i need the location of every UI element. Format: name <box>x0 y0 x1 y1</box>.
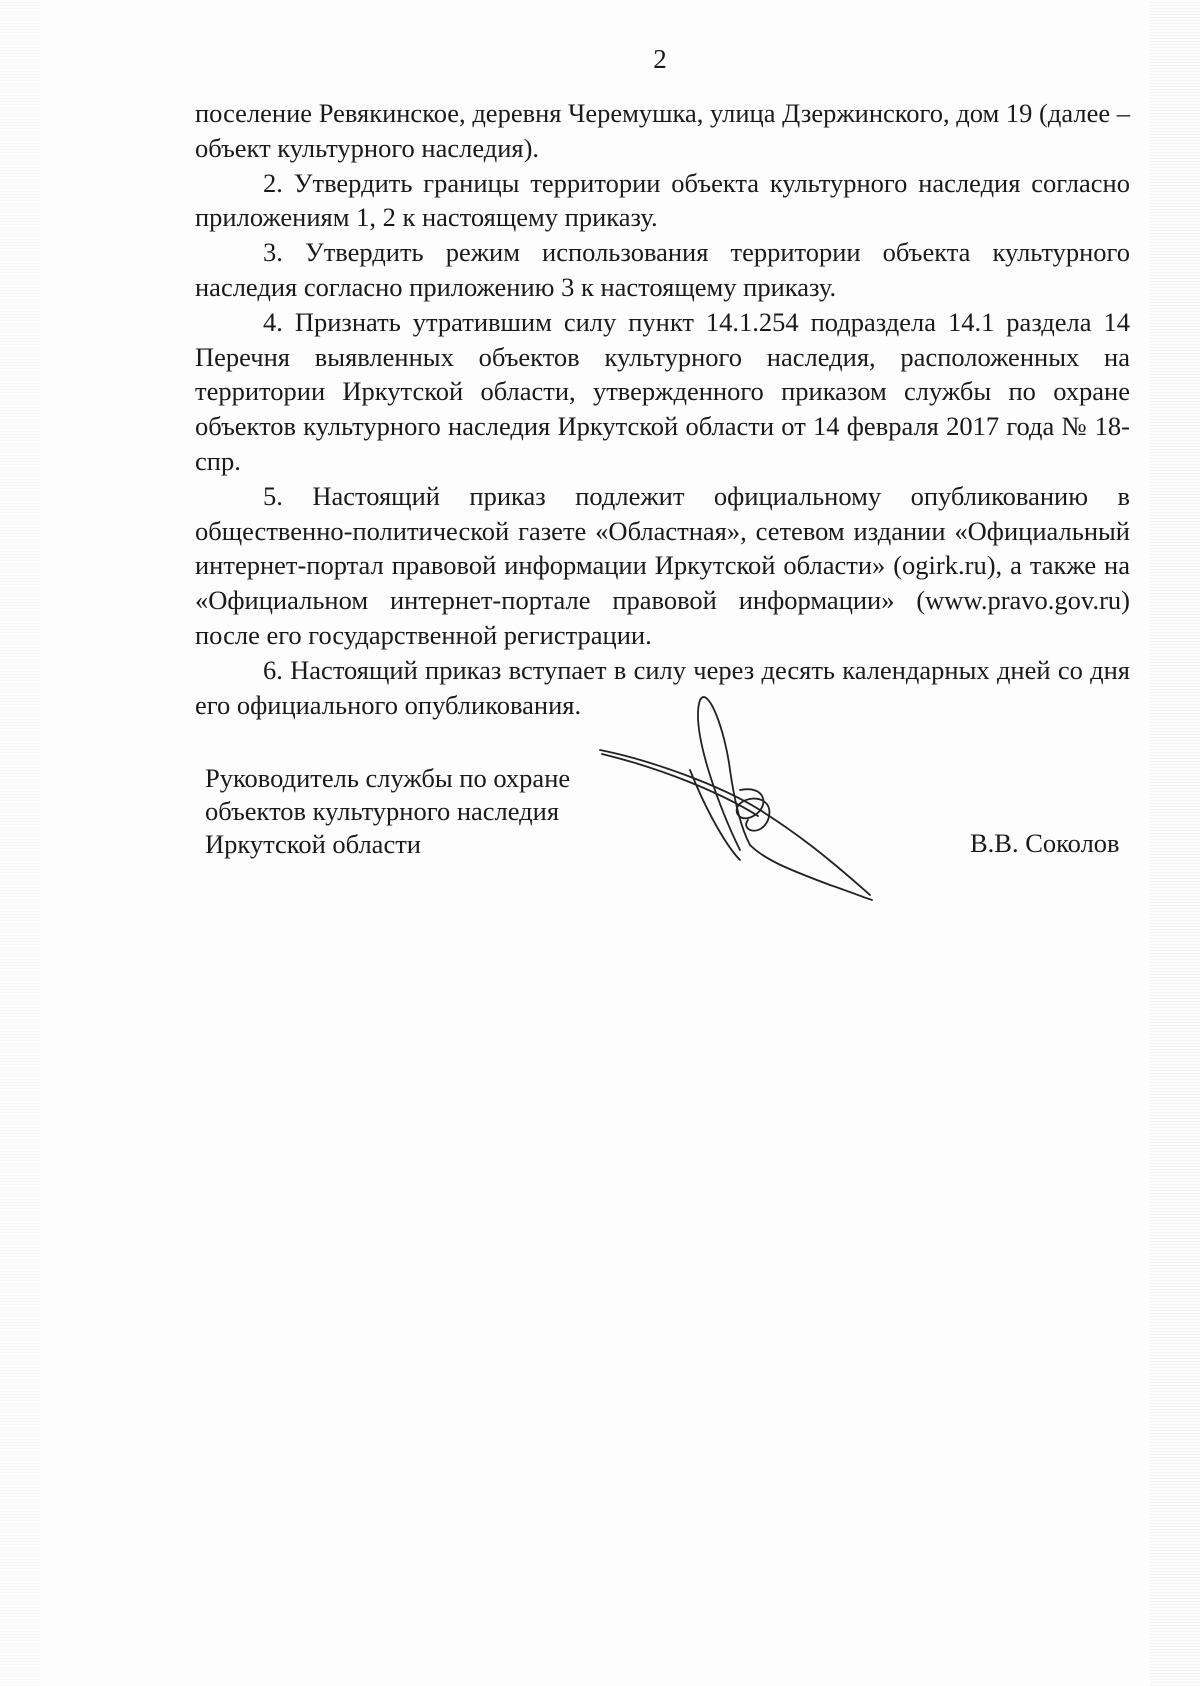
page-number: 2 <box>653 44 667 74</box>
scan-artifact <box>1150 0 1200 1686</box>
position-line: Руководитель службы по охране <box>205 763 571 793</box>
paragraph-item-3: 3. Утвердить режим использования территории объекта культурного наследия согласно приложению 3 к настоящему приказу. <box>195 237 1130 302</box>
paragraph-continuation: поселение Ревякинское, деревня Черемушка, улица Дзержинского, дом 19 (далее – объект культурного наследия). <box>195 98 1130 163</box>
scan-artifact <box>0 0 40 1686</box>
handwritten-signature-icon <box>590 690 880 910</box>
signatory-name: В.В. Соколов <box>970 828 1120 858</box>
paragraph-item-5: 5. Настоящий приказ подлежит официальному опубликованию в общественно-политической газете «Областная», сетевом издании «Официальный интернет-портал правовой информации Иркутской области» (ogirk.ru), а также на «Официальном интернет-портале правовой информации» (www.pravo.gov.ru) после его государственной регистрации. <box>195 480 1130 650</box>
paragraph-item-6: 6. Настоящий приказ вступает в силу через десять календарных дней со дня его официального опубликования. <box>195 654 1130 720</box>
document-body <box>195 96 1130 722</box>
paragraph-item-2: 2. Утвердить границы территории объекта культурного наследия согласно приложениям 1, 2 к настоящему приказу. <box>195 167 1130 233</box>
position-line: объектов культурного наследия <box>205 796 560 826</box>
paragraph-item-4: 4. Признать утратившим силу пункт 14.1.254 подраздела 14.1 раздела 14 Перечня выявленных объектов культурного наследия, расположенных на территории Иркутской области, утвержденного приказом службы по охране объектов культурного наследия Иркутской области от 14 февраля 2017 года № 18-спр. <box>195 306 1130 476</box>
position-line: Иркутской области <box>205 829 421 859</box>
signatory-position <box>205 762 570 861</box>
